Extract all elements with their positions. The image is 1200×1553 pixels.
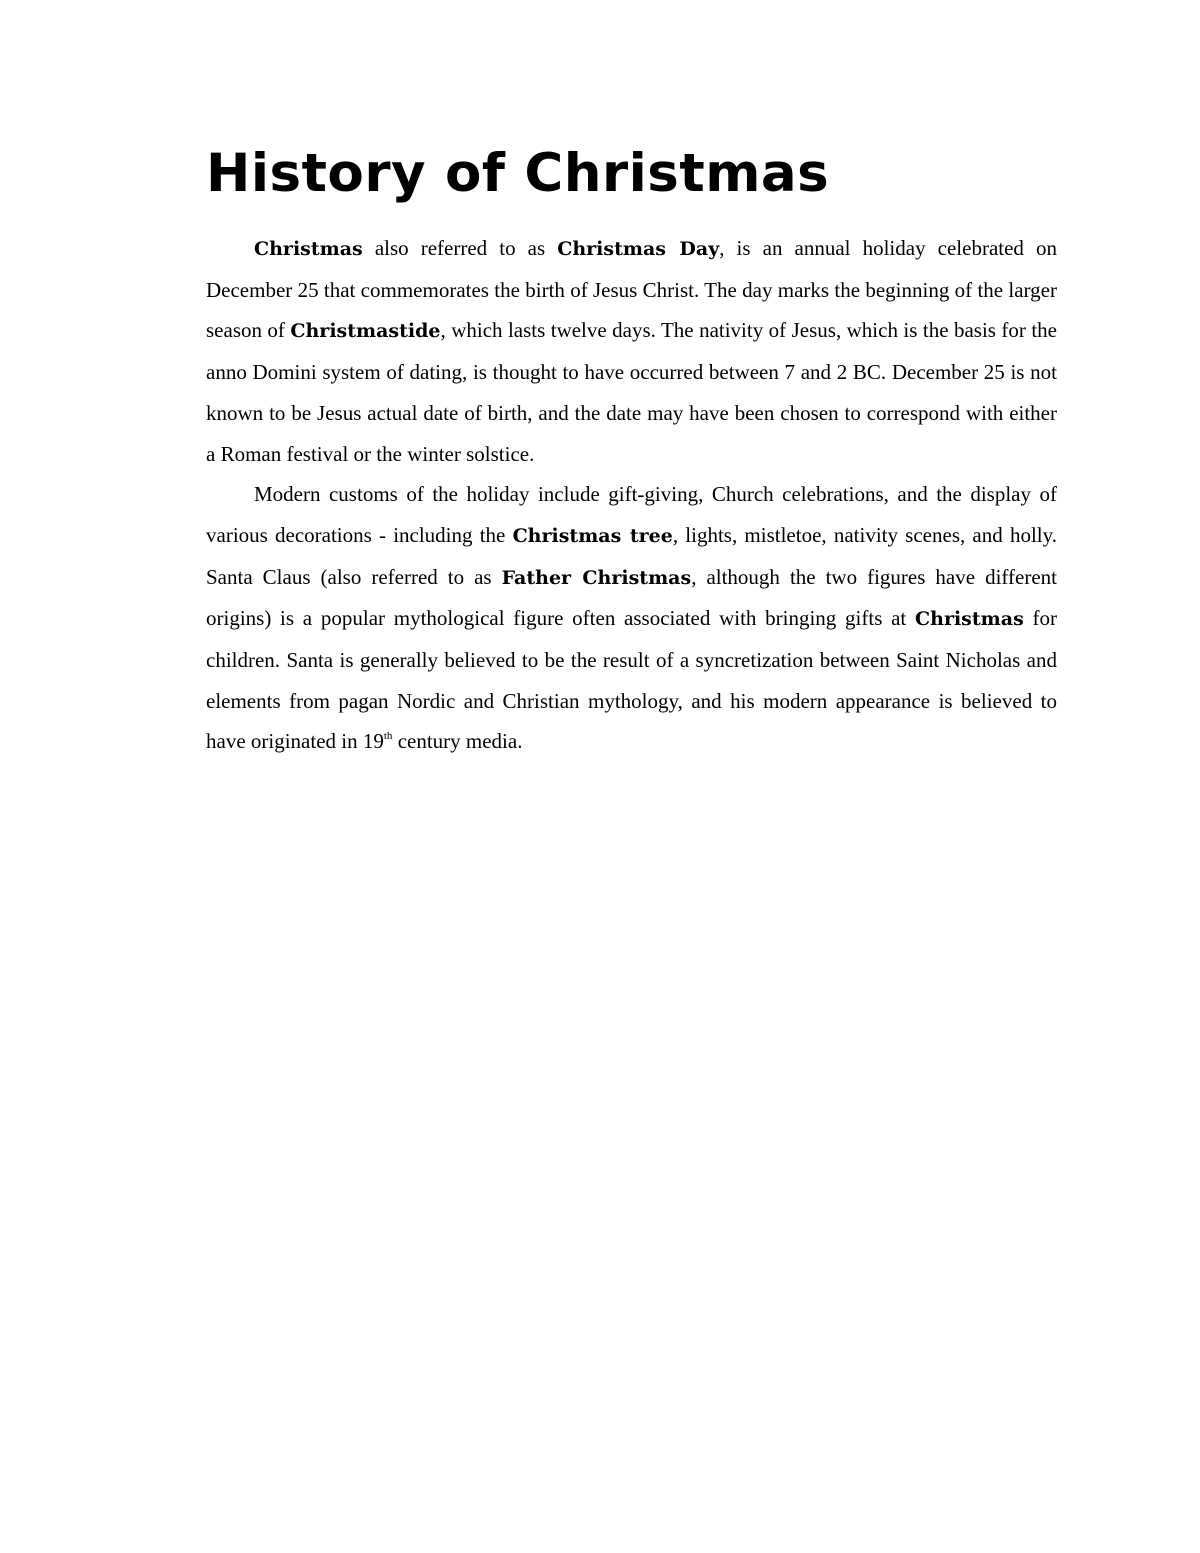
paragraph-1 <box>206 228 1057 474</box>
paragraph-1-text-3: , which lasts twelve days. The nativity of Jesus, which is the basis for the anno Domini system of dating, is thought to have occurred between 7 and 2 BC. December 25 is not known to be Jesus actual date of birth, and the date may have been chosen to correspond with either a Roman festival or the winter solstice. <box>206 318 1057 466</box>
paragraph-2-text-5: century media. <box>392 729 523 754</box>
bold-term-christmas-2: Christmas <box>915 608 1024 631</box>
paragraph-2-text-1: Modern customs of the holiday include gift-giving, Church celebrations, and the display of various decorations - including the <box>206 482 1057 547</box>
paragraph-2-text-3: , although the two figures have different origins) is a popular mythological figure often associated with bringing gifts at <box>206 564 1057 631</box>
document-body <box>206 228 1057 762</box>
superscript-th: th <box>383 730 393 743</box>
bold-term-father-christmas: Father Christmas <box>501 566 692 589</box>
paragraph-1-text-1: also referred to as <box>362 236 558 260</box>
bold-term-christmastide: Christmastide <box>290 320 441 343</box>
bold-term-christmas-tree: Christmas tree <box>512 524 673 547</box>
bold-term-christmas-day: Christmas Day <box>557 238 720 260</box>
paragraph-2-text-2: , lights, mistletoe, nativity scenes, and holly. Santa Claus (also referred to as <box>206 522 1058 589</box>
bold-term-christmas: Christmas <box>254 238 363 260</box>
paragraph-2 <box>206 474 1057 762</box>
paragraph-2-text-4: for children. Santa is generally believed to be the result of a syncretization between Saint Nicholas and elements from pagan Nordic and Christian mythology, and his modern appearance is believed to have originated in 19 <box>206 606 1057 754</box>
document-title: History of Christmas <box>206 143 830 204</box>
paragraph-1-text-2: , is an annual holiday celebrated on December 25 that commemorates the birth of Jesus Christ. The day marks the beginning of the larger season of <box>206 236 1057 343</box>
